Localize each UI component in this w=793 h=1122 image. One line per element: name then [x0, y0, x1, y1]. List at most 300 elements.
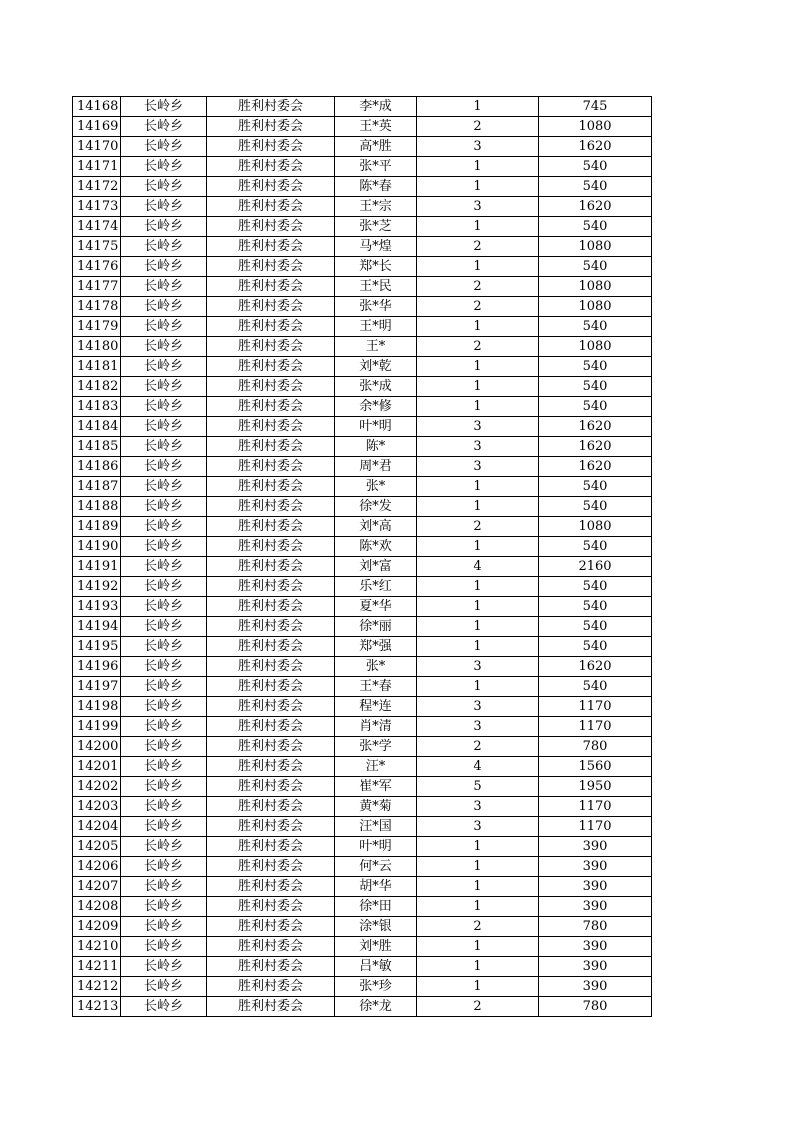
name-cell: 吕*敏 [335, 957, 417, 977]
name-cell: 徐*田 [335, 897, 417, 917]
village-committee-cell: 胜利村委会 [207, 97, 335, 117]
count-cell: 4 [417, 757, 539, 777]
village-committee-cell: 胜利村委会 [207, 577, 335, 597]
township-cell: 长岭乡 [121, 277, 207, 297]
record-id-cell: 14178 [73, 297, 121, 317]
table-row [73, 937, 652, 957]
table-row [73, 717, 652, 737]
count-cell: 3 [417, 717, 539, 737]
amount-cell: 1620 [539, 417, 652, 437]
township-cell: 长岭乡 [121, 817, 207, 837]
count-cell: 1 [417, 477, 539, 497]
name-cell: 王*春 [335, 677, 417, 697]
village-committee-cell: 胜利村委会 [207, 977, 335, 997]
table-row [73, 397, 652, 417]
count-cell: 1 [417, 97, 539, 117]
township-cell: 长岭乡 [121, 837, 207, 857]
village-committee-cell: 胜利村委会 [207, 897, 335, 917]
village-committee-cell: 胜利村委会 [207, 137, 335, 157]
table-row [73, 457, 652, 477]
table-row [73, 137, 652, 157]
table-row [73, 97, 652, 117]
table-row [73, 817, 652, 837]
record-id-cell: 14179 [73, 317, 121, 337]
table-body [73, 97, 652, 1017]
name-cell: 陈* [335, 437, 417, 457]
count-cell: 2 [417, 277, 539, 297]
township-cell: 长岭乡 [121, 977, 207, 997]
record-id-cell: 14186 [73, 457, 121, 477]
count-cell: 1 [417, 677, 539, 697]
record-id-cell: 14172 [73, 177, 121, 197]
village-committee-cell: 胜利村委会 [207, 117, 335, 137]
name-cell: 叶*明 [335, 837, 417, 857]
count-cell: 1 [417, 577, 539, 597]
amount-cell: 1620 [539, 197, 652, 217]
table-row [73, 677, 652, 697]
record-id-cell: 14211 [73, 957, 121, 977]
name-cell: 何*云 [335, 857, 417, 877]
township-cell: 长岭乡 [121, 657, 207, 677]
amount-cell: 390 [539, 837, 652, 857]
village-committee-cell: 胜利村委会 [207, 937, 335, 957]
village-committee-cell: 胜利村委会 [207, 257, 335, 277]
record-id-cell: 14205 [73, 837, 121, 857]
amount-cell: 780 [539, 997, 652, 1017]
village-committee-cell: 胜利村委会 [207, 417, 335, 437]
township-cell: 长岭乡 [121, 337, 207, 357]
table-row [73, 697, 652, 717]
amount-cell: 1170 [539, 717, 652, 737]
township-cell: 长岭乡 [121, 737, 207, 757]
township-cell: 长岭乡 [121, 357, 207, 377]
township-cell: 长岭乡 [121, 157, 207, 177]
table-row [73, 957, 652, 977]
record-id-cell: 14177 [73, 277, 121, 297]
village-committee-cell: 胜利村委会 [207, 477, 335, 497]
record-id-cell: 14169 [73, 117, 121, 137]
village-committee-cell: 胜利村委会 [207, 697, 335, 717]
township-cell: 长岭乡 [121, 497, 207, 517]
name-cell: 张*学 [335, 737, 417, 757]
record-id-cell: 14208 [73, 897, 121, 917]
table-row [73, 237, 652, 257]
amount-cell: 540 [539, 497, 652, 517]
township-cell: 长岭乡 [121, 677, 207, 697]
village-committee-cell: 胜利村委会 [207, 637, 335, 657]
table-row [73, 437, 652, 457]
record-id-cell: 14191 [73, 557, 121, 577]
name-cell: 黄*菊 [335, 797, 417, 817]
count-cell: 3 [417, 657, 539, 677]
amount-cell: 390 [539, 957, 652, 977]
count-cell: 2 [417, 297, 539, 317]
table-row [73, 777, 652, 797]
village-committee-cell: 胜利村委会 [207, 317, 335, 337]
table-row [73, 417, 652, 437]
amount-cell: 540 [539, 637, 652, 657]
record-id-cell: 14168 [73, 97, 121, 117]
table-row [73, 837, 652, 857]
name-cell: 张*华 [335, 297, 417, 317]
township-cell: 长岭乡 [121, 957, 207, 977]
amount-cell: 1080 [539, 277, 652, 297]
table-row [73, 897, 652, 917]
township-cell: 长岭乡 [121, 757, 207, 777]
count-cell: 3 [417, 197, 539, 217]
name-cell: 刘*乾 [335, 357, 417, 377]
table-row [73, 637, 652, 657]
record-id-cell: 14209 [73, 917, 121, 937]
village-committee-cell: 胜利村委会 [207, 597, 335, 617]
village-committee-cell: 胜利村委会 [207, 357, 335, 377]
table-row [73, 917, 652, 937]
table-row [73, 217, 652, 237]
table-row [73, 997, 652, 1017]
name-cell: 刘*富 [335, 557, 417, 577]
record-id-cell: 14190 [73, 537, 121, 557]
table-row [73, 577, 652, 597]
count-cell: 2 [417, 237, 539, 257]
village-committee-cell: 胜利村委会 [207, 617, 335, 637]
amount-cell: 1080 [539, 117, 652, 137]
table-row [73, 117, 652, 137]
record-id-cell: 14212 [73, 977, 121, 997]
count-cell: 1 [417, 877, 539, 897]
name-cell: 张* [335, 657, 417, 677]
table-row [73, 657, 652, 677]
name-cell: 徐*发 [335, 497, 417, 517]
record-id-cell: 14181 [73, 357, 121, 377]
township-cell: 长岭乡 [121, 197, 207, 217]
township-cell: 长岭乡 [121, 317, 207, 337]
count-cell: 2 [417, 117, 539, 137]
record-id-cell: 14180 [73, 337, 121, 357]
name-cell: 周*君 [335, 457, 417, 477]
record-id-cell: 14206 [73, 857, 121, 877]
name-cell: 张* [335, 477, 417, 497]
township-cell: 长岭乡 [121, 597, 207, 617]
count-cell: 3 [417, 457, 539, 477]
table-row [73, 597, 652, 617]
name-cell: 郑*长 [335, 257, 417, 277]
village-committee-cell: 胜利村委会 [207, 657, 335, 677]
table-row [73, 297, 652, 317]
count-cell: 1 [417, 637, 539, 657]
count-cell: 2 [417, 337, 539, 357]
record-id-cell: 14213 [73, 997, 121, 1017]
record-id-cell: 14200 [73, 737, 121, 757]
name-cell: 刘*胜 [335, 937, 417, 957]
name-cell: 徐*丽 [335, 617, 417, 637]
record-id-cell: 14195 [73, 637, 121, 657]
township-cell: 长岭乡 [121, 217, 207, 237]
township-cell: 长岭乡 [121, 697, 207, 717]
amount-cell: 390 [539, 897, 652, 917]
count-cell: 1 [417, 857, 539, 877]
record-id-cell: 14210 [73, 937, 121, 957]
record-id-cell: 14174 [73, 217, 121, 237]
count-cell: 1 [417, 597, 539, 617]
table-row [73, 257, 652, 277]
amount-cell: 540 [539, 177, 652, 197]
record-id-cell: 14176 [73, 257, 121, 277]
township-cell: 长岭乡 [121, 717, 207, 737]
name-cell: 夏*华 [335, 597, 417, 617]
township-cell: 长岭乡 [121, 437, 207, 457]
record-id-cell: 14199 [73, 717, 121, 737]
name-cell: 汪*国 [335, 817, 417, 837]
record-id-cell: 14201 [73, 757, 121, 777]
township-cell: 长岭乡 [121, 557, 207, 577]
amount-cell: 745 [539, 97, 652, 117]
record-id-cell: 14194 [73, 617, 121, 637]
village-committee-cell: 胜利村委会 [207, 157, 335, 177]
name-cell: 叶*明 [335, 417, 417, 437]
amount-cell: 1620 [539, 437, 652, 457]
table-row [73, 177, 652, 197]
record-id-cell: 14183 [73, 397, 121, 417]
amount-cell: 540 [539, 677, 652, 697]
village-committee-cell: 胜利村委会 [207, 517, 335, 537]
name-cell: 刘*高 [335, 517, 417, 537]
township-cell: 长岭乡 [121, 857, 207, 877]
record-id-cell: 14185 [73, 437, 121, 457]
table-row [73, 277, 652, 297]
count-cell: 3 [417, 437, 539, 457]
village-committee-cell: 胜利村委会 [207, 677, 335, 697]
count-cell: 1 [417, 957, 539, 977]
count-cell: 1 [417, 937, 539, 957]
amount-cell: 780 [539, 917, 652, 937]
amount-cell: 1560 [539, 757, 652, 777]
township-cell: 长岭乡 [121, 617, 207, 637]
amount-cell: 780 [539, 737, 652, 757]
name-cell: 胡*华 [335, 877, 417, 897]
name-cell: 马*煌 [335, 237, 417, 257]
amount-cell: 540 [539, 577, 652, 597]
count-cell: 1 [417, 357, 539, 377]
village-committee-cell: 胜利村委会 [207, 817, 335, 837]
village-committee-cell: 胜利村委会 [207, 737, 335, 757]
village-committee-cell: 胜利村委会 [207, 277, 335, 297]
township-cell: 长岭乡 [121, 377, 207, 397]
count-cell: 1 [417, 217, 539, 237]
township-cell: 长岭乡 [121, 877, 207, 897]
village-committee-cell: 胜利村委会 [207, 877, 335, 897]
table-row [73, 757, 652, 777]
amount-cell: 1080 [539, 337, 652, 357]
township-cell: 长岭乡 [121, 897, 207, 917]
record-id-cell: 14188 [73, 497, 121, 517]
table-row [73, 357, 652, 377]
village-committee-cell: 胜利村委会 [207, 217, 335, 237]
name-cell: 徐*龙 [335, 997, 417, 1017]
amount-cell: 390 [539, 937, 652, 957]
table-row [73, 497, 652, 517]
amount-cell: 540 [539, 257, 652, 277]
data-table [72, 96, 652, 1017]
village-committee-cell: 胜利村委会 [207, 397, 335, 417]
record-id-cell: 14196 [73, 657, 121, 677]
table-row [73, 737, 652, 757]
record-id-cell: 14207 [73, 877, 121, 897]
township-cell: 长岭乡 [121, 537, 207, 557]
township-cell: 长岭乡 [121, 517, 207, 537]
record-id-cell: 14202 [73, 777, 121, 797]
village-committee-cell: 胜利村委会 [207, 757, 335, 777]
township-cell: 长岭乡 [121, 457, 207, 477]
name-cell: 崔*军 [335, 777, 417, 797]
count-cell: 1 [417, 497, 539, 517]
name-cell: 乐*红 [335, 577, 417, 597]
table-row [73, 557, 652, 577]
count-cell: 1 [417, 837, 539, 857]
amount-cell: 390 [539, 857, 652, 877]
name-cell: 高*胜 [335, 137, 417, 157]
township-cell: 长岭乡 [121, 117, 207, 137]
name-cell: 张*芝 [335, 217, 417, 237]
table-row [73, 337, 652, 357]
amount-cell: 540 [539, 157, 652, 177]
village-committee-cell: 胜利村委会 [207, 777, 335, 797]
village-committee-cell: 胜利村委会 [207, 377, 335, 397]
count-cell: 3 [417, 817, 539, 837]
township-cell: 长岭乡 [121, 297, 207, 317]
record-id-cell: 14203 [73, 797, 121, 817]
record-id-cell: 14182 [73, 377, 121, 397]
amount-cell: 1170 [539, 817, 652, 837]
amount-cell: 1080 [539, 297, 652, 317]
record-id-cell: 14187 [73, 477, 121, 497]
record-id-cell: 14184 [73, 417, 121, 437]
village-committee-cell: 胜利村委会 [207, 917, 335, 937]
amount-cell: 540 [539, 617, 652, 637]
amount-cell: 1620 [539, 457, 652, 477]
village-committee-cell: 胜利村委会 [207, 437, 335, 457]
table-row [73, 537, 652, 557]
amount-cell: 540 [539, 217, 652, 237]
township-cell: 长岭乡 [121, 257, 207, 277]
amount-cell: 1620 [539, 657, 652, 677]
amount-cell: 2160 [539, 557, 652, 577]
village-committee-cell: 胜利村委会 [207, 557, 335, 577]
count-cell: 5 [417, 777, 539, 797]
village-committee-cell: 胜利村委会 [207, 797, 335, 817]
village-committee-cell: 胜利村委会 [207, 957, 335, 977]
record-id-cell: 14170 [73, 137, 121, 157]
name-cell: 张*珍 [335, 977, 417, 997]
name-cell: 肖*清 [335, 717, 417, 737]
township-cell: 长岭乡 [121, 997, 207, 1017]
village-committee-cell: 胜利村委会 [207, 297, 335, 317]
count-cell: 2 [417, 917, 539, 937]
name-cell: 余*修 [335, 397, 417, 417]
record-id-cell: 14175 [73, 237, 121, 257]
name-cell: 张*平 [335, 157, 417, 177]
village-committee-cell: 胜利村委会 [207, 997, 335, 1017]
township-cell: 长岭乡 [121, 397, 207, 417]
village-committee-cell: 胜利村委会 [207, 717, 335, 737]
count-cell: 1 [417, 397, 539, 417]
table-row [73, 617, 652, 637]
township-cell: 长岭乡 [121, 177, 207, 197]
village-committee-cell: 胜利村委会 [207, 237, 335, 257]
record-id-cell: 14204 [73, 817, 121, 837]
record-id-cell: 14198 [73, 697, 121, 717]
name-cell: 王* [335, 337, 417, 357]
table-row [73, 377, 652, 397]
name-cell: 涂*银 [335, 917, 417, 937]
record-id-cell: 14171 [73, 157, 121, 177]
record-id-cell: 14192 [73, 577, 121, 597]
name-cell: 王*明 [335, 317, 417, 337]
amount-cell: 1950 [539, 777, 652, 797]
amount-cell: 390 [539, 977, 652, 997]
table-row [73, 317, 652, 337]
amount-cell: 1620 [539, 137, 652, 157]
name-cell: 汪* [335, 757, 417, 777]
village-committee-cell: 胜利村委会 [207, 177, 335, 197]
count-cell: 1 [417, 977, 539, 997]
village-committee-cell: 胜利村委会 [207, 497, 335, 517]
amount-cell: 1170 [539, 697, 652, 717]
count-cell: 3 [417, 417, 539, 437]
count-cell: 2 [417, 517, 539, 537]
count-cell: 3 [417, 697, 539, 717]
record-id-cell: 14189 [73, 517, 121, 537]
township-cell: 长岭乡 [121, 637, 207, 657]
table-row [73, 157, 652, 177]
township-cell: 长岭乡 [121, 417, 207, 437]
township-cell: 长岭乡 [121, 777, 207, 797]
count-cell: 1 [417, 257, 539, 277]
amount-cell: 540 [539, 597, 652, 617]
count-cell: 3 [417, 797, 539, 817]
village-committee-cell: 胜利村委会 [207, 197, 335, 217]
village-committee-cell: 胜利村委会 [207, 537, 335, 557]
amount-cell: 540 [539, 377, 652, 397]
township-cell: 长岭乡 [121, 97, 207, 117]
record-id-cell: 14173 [73, 197, 121, 217]
village-committee-cell: 胜利村委会 [207, 837, 335, 857]
name-cell: 陈*欢 [335, 537, 417, 557]
table-row [73, 517, 652, 537]
name-cell: 王*英 [335, 117, 417, 137]
township-cell: 长岭乡 [121, 137, 207, 157]
township-cell: 长岭乡 [121, 577, 207, 597]
name-cell: 李*成 [335, 97, 417, 117]
township-cell: 长岭乡 [121, 797, 207, 817]
count-cell: 1 [417, 177, 539, 197]
count-cell: 1 [417, 317, 539, 337]
amount-cell: 1170 [539, 797, 652, 817]
name-cell: 王*宗 [335, 197, 417, 217]
count-cell: 3 [417, 137, 539, 157]
table-row [73, 197, 652, 217]
amount-cell: 540 [539, 537, 652, 557]
name-cell: 郑*强 [335, 637, 417, 657]
table-row [73, 977, 652, 997]
amount-cell: 1080 [539, 237, 652, 257]
township-cell: 长岭乡 [121, 937, 207, 957]
township-cell: 长岭乡 [121, 917, 207, 937]
amount-cell: 540 [539, 317, 652, 337]
count-cell: 2 [417, 737, 539, 757]
table-row [73, 797, 652, 817]
table-row [73, 857, 652, 877]
name-cell: 程*连 [335, 697, 417, 717]
